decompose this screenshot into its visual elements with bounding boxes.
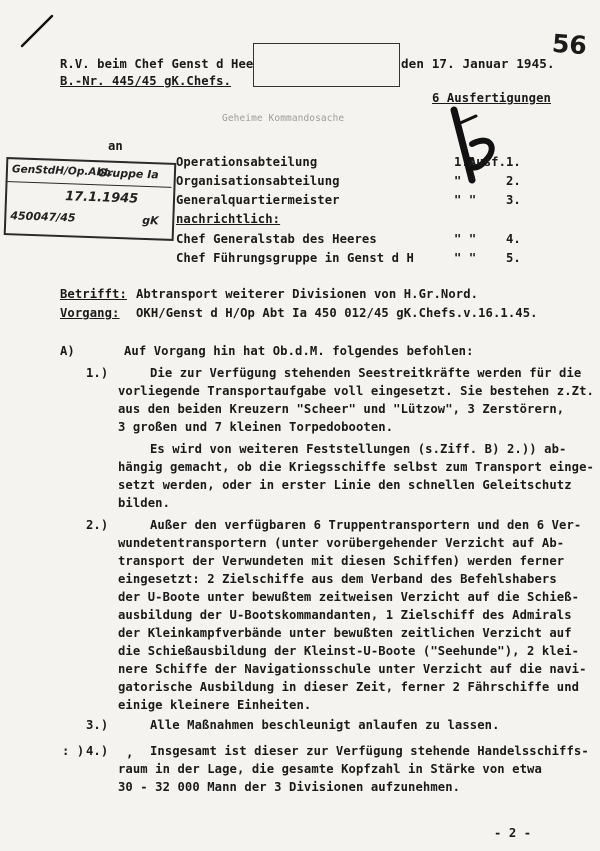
reference-number: B.-Nr. 445/45 gK.Chefs. <box>60 74 232 88</box>
distribution-mark: " " <box>454 232 477 246</box>
distribution-label: Operationsabteilung <box>176 155 318 169</box>
distribution-mark: " " <box>454 251 477 265</box>
reference-text: OKH/Genst d H/Op Abt Ia 450 012/45 gK.Chefs.v.16.1.45. <box>136 306 538 320</box>
body-line: nere Schiffe der Navigationsschule unter Verzicht auf die navi- <box>118 662 587 676</box>
page-number: 56 <box>551 28 588 61</box>
body-line: die Schießausbildung der Kleinst-U-Boote ("Seehunde"), 2 klei- <box>118 644 580 658</box>
stamp-group: Gruppe Ia <box>97 166 159 182</box>
item-number: 4.) <box>86 744 109 758</box>
sender-line: R.V. beim Chef Genst d Hee <box>60 57 254 71</box>
pen-stroke-mark <box>18 12 58 52</box>
body-line: raum in der Lage, die gesamte Kopfzahl in Stärke von etwa <box>118 762 542 776</box>
stamp-suffix: gK <box>142 213 159 228</box>
item-number: 2.) <box>86 518 109 532</box>
body-line: wundetentransportern (unter vorübergehender Verzicht auf Ab- <box>118 536 565 550</box>
distribution-mark: " " <box>454 193 477 207</box>
body-line: Insgesamt ist dieser zur Verfügung stehende Handelsschiffs- <box>150 744 589 758</box>
body-line: aus den beiden Kreuzern "Scheer" und "Lützow", 3 Zerstörern, <box>118 402 565 416</box>
distribution-num: 4. <box>506 232 521 246</box>
body-line: 30 - 32 000 Mann der 3 Divisionen aufzunehmen. <box>118 780 461 794</box>
margin-comma: , <box>126 746 134 760</box>
distribution-num: 2. <box>506 174 521 188</box>
section-marker: A) <box>60 344 75 358</box>
item-number: 1.) <box>86 366 109 380</box>
distribution-label: Generalquartiermeister <box>176 193 340 207</box>
document-date: den 17. Januar 1945. <box>401 56 555 71</box>
body-line: transport der Verwundeten mit diesen Schiffen) werden ferner <box>118 554 565 568</box>
item-number: 3.) <box>86 718 109 732</box>
body-line: einige kleinere Einheiten. <box>118 698 312 712</box>
subject-label: Betrifft: <box>60 287 127 301</box>
body-line: Es wird von weiteren Feststellungen (s.Ziff. B) 2.)) ab- <box>150 442 567 456</box>
subject-text: Abtransport weiterer Divisionen von H.Gr.Nord. <box>136 287 479 301</box>
body-line: bilden. <box>118 496 171 510</box>
stamp-office: GenStdH/Op.Abt. <box>11 163 114 179</box>
body-line: eingesetzt: 2 Zielschiffe aus dem Verband des Befehlshabers <box>118 572 557 586</box>
margin-marks: : ) <box>62 744 85 758</box>
blank-field-box <box>253 43 400 87</box>
body-line: Außer den verfügbaren 6 Truppentransportern und den 6 Ver- <box>150 518 582 532</box>
body-line: 3 großen und 7 kleinen Torpedobooten. <box>118 420 394 434</box>
distribution-label: Chef Führungsgruppe in Genst d H <box>176 251 414 265</box>
body-line: der U-Boote unter bewußtem zeitweisen Verzicht auf die Schieß- <box>118 590 580 604</box>
distribution-mark: 1.Ausf. <box>454 155 507 169</box>
receipt-stamp <box>4 157 177 241</box>
reference-label: Vorgang: <box>60 306 120 320</box>
distribution-label: Organisationsabteilung <box>176 174 340 188</box>
distribution-label: nachrichtlich: <box>176 212 281 226</box>
faint-classification: Geheime Kommandosache <box>222 113 345 124</box>
copies-count: 6 Ausfertigungen <box>432 91 551 105</box>
body-line: Die zur Verfügung stehenden Seestreitkräfte werden für die <box>150 366 582 380</box>
body-line: vorliegende Transportaufgabe voll eingesetzt. Sie bestehen z.Zt. <box>118 384 594 398</box>
stamp-date: 17.1.1945 <box>64 189 139 207</box>
distribution-num: 1. <box>506 155 521 169</box>
body-line: gatorische Ausbildung in dieser Zeit, ferner 2 Fährschiffe und <box>118 680 580 694</box>
distribution-num: 5. <box>506 251 521 265</box>
body-line: ausbildung der U-Bootskommandanten, 1 Zielschiff des Admirals <box>118 608 572 622</box>
distribution-prefix: an <box>108 139 123 153</box>
section-intro: Auf Vorgang hin hat Ob.d.M. folgendes befohlen: <box>124 344 474 358</box>
page-marker: - 2 - <box>494 826 532 840</box>
distribution-label: Chef Generalstab des Heeres <box>176 232 377 246</box>
body-line: setzt werden, oder in erster Linie den schnellen Geleitschutz <box>118 478 572 492</box>
distribution-mark: " " <box>454 174 477 188</box>
distribution-num: 3. <box>506 193 521 207</box>
body-line: der Kleinkampfverbände unter bewußten zeitlichen Verzicht auf <box>118 626 572 640</box>
body-line: Alle Maßnahmen beschleunigt anlaufen zu lassen. <box>150 718 500 732</box>
stamp-number: 450047/45 <box>10 209 76 225</box>
body-line: hängig gemacht, ob die Kriegsschiffe selbst zum Transport einge- <box>118 460 594 474</box>
